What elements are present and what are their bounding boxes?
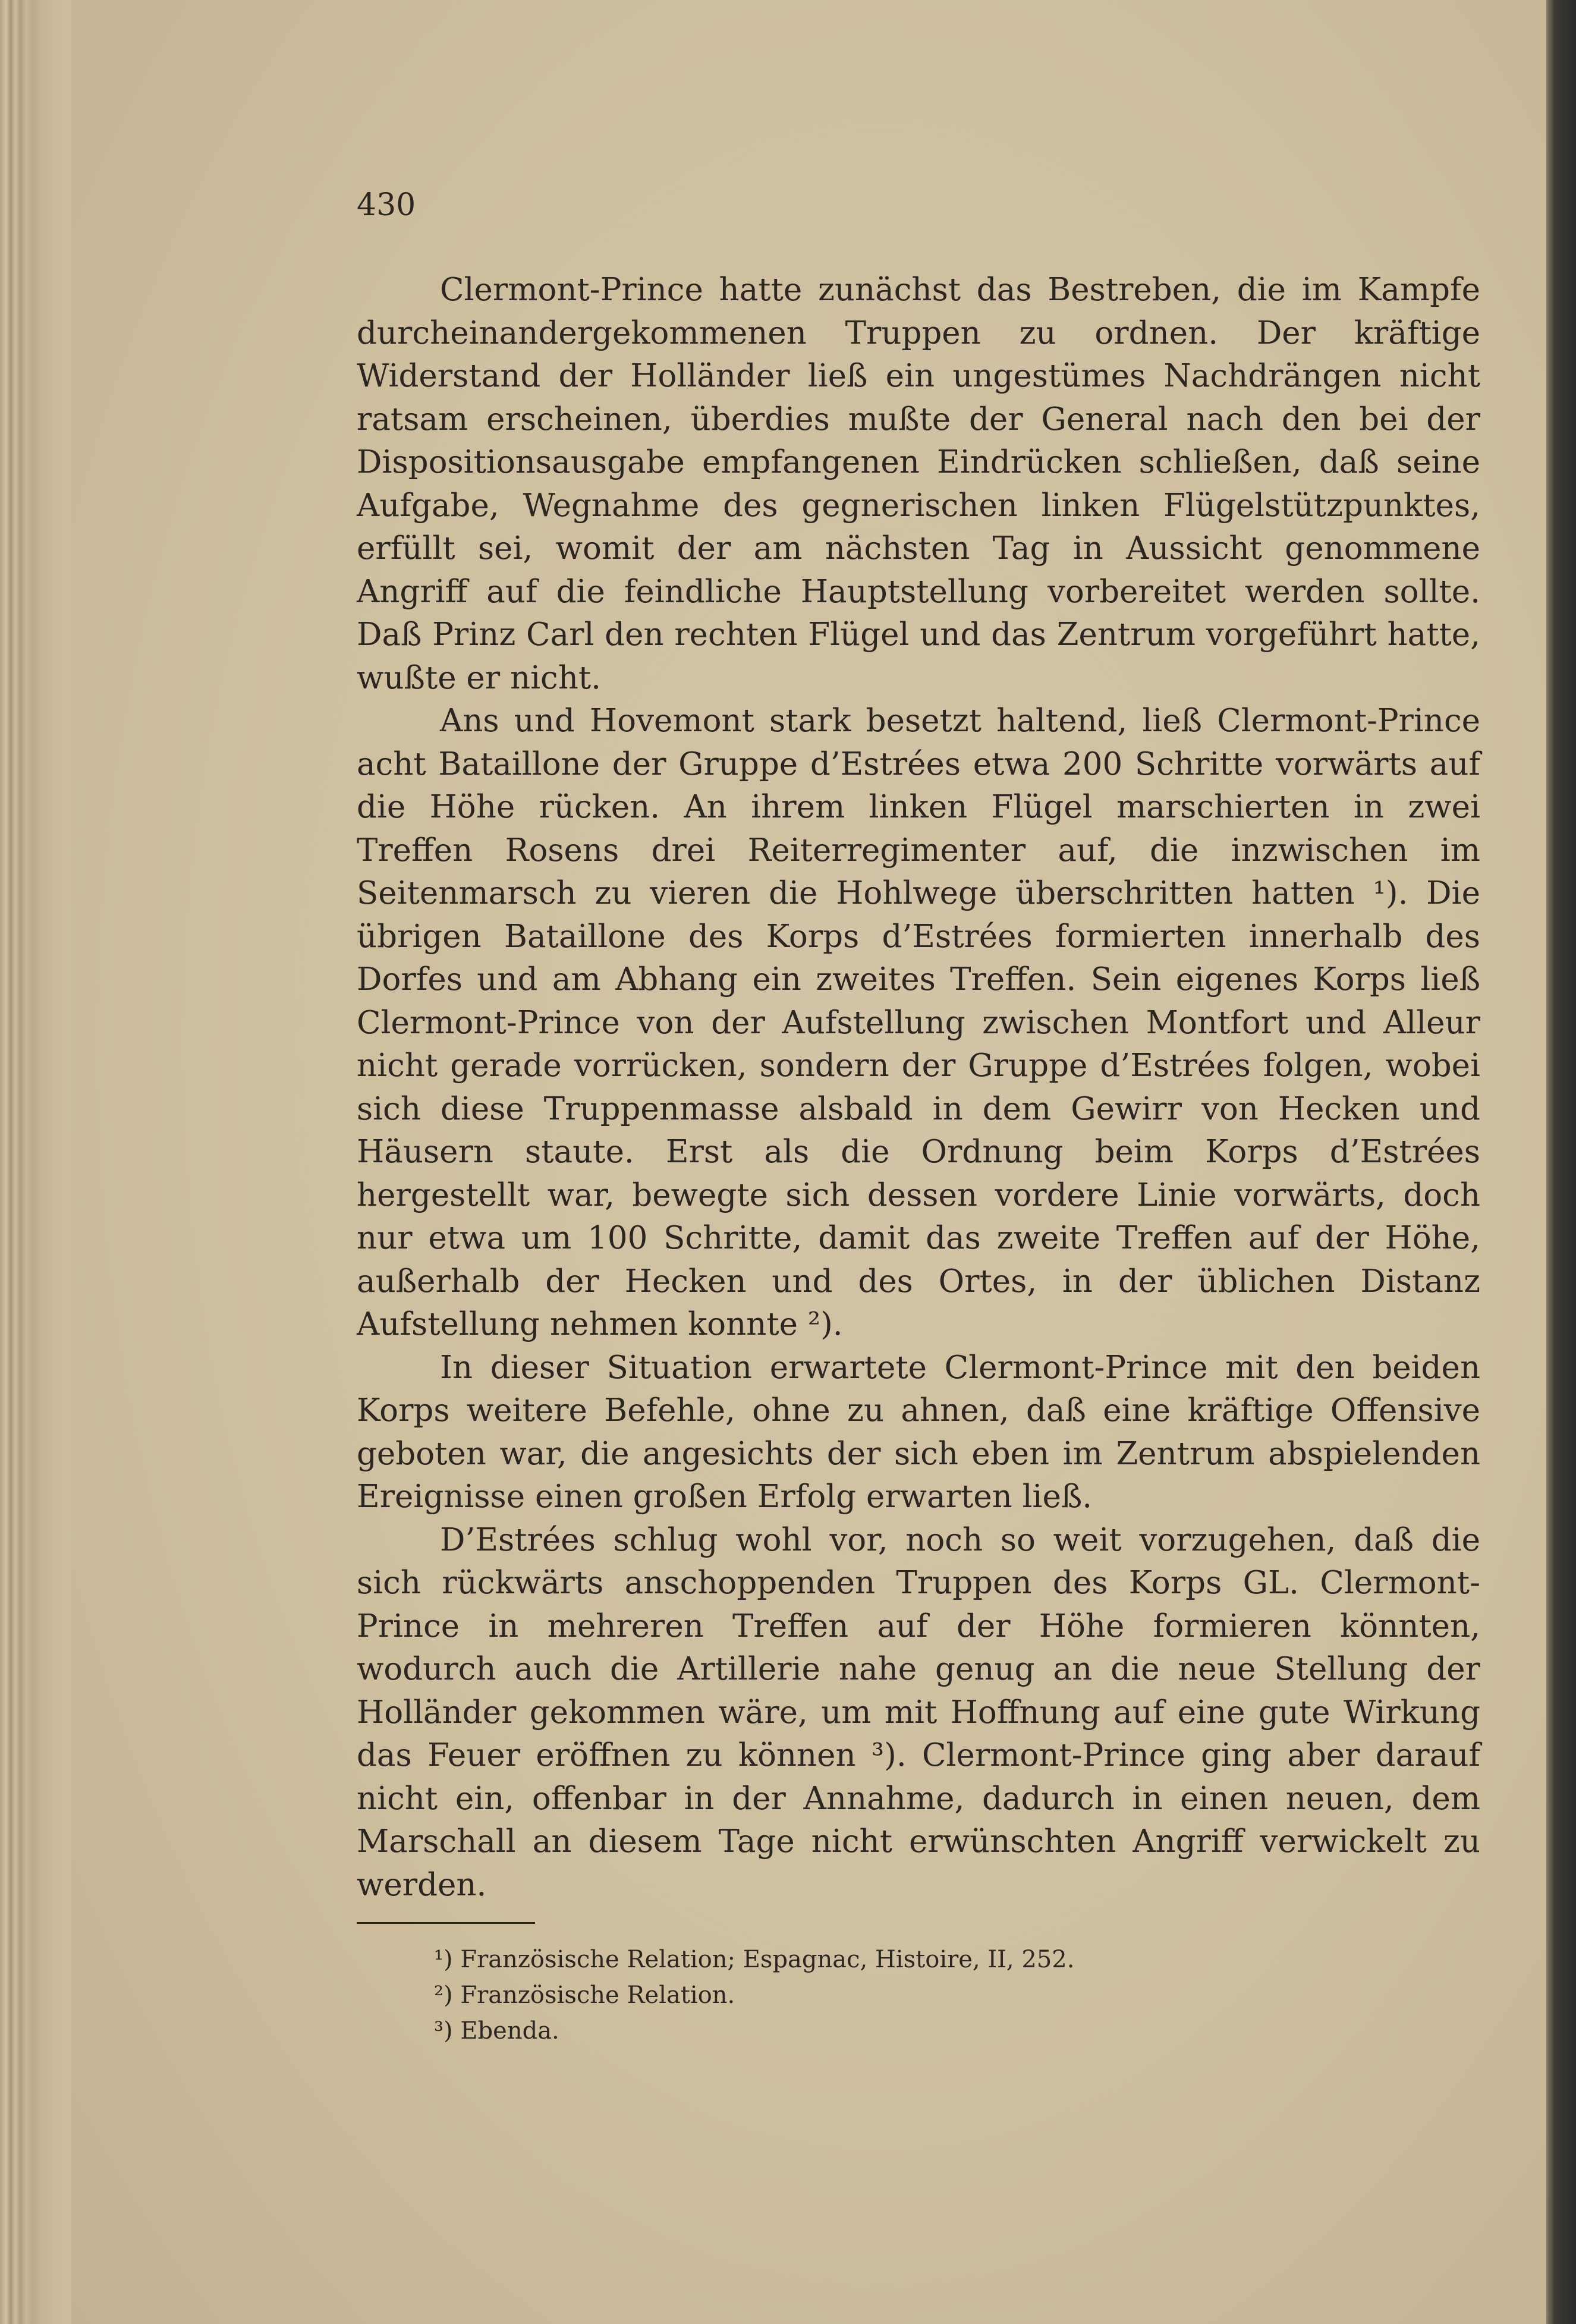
book-gutter xyxy=(0,0,71,2324)
footnote-2: ²) Französische Relation. xyxy=(434,1982,735,2009)
book-page xyxy=(71,0,1546,2324)
paragraph-3: In dieser Situation erwartete Clermont-Prince mit den beiden Korps weitere Befehle, ohne zu ahnen, daß eine kräftige Offensive geboten war, die angesichts der sich eben im Zentrum abspielenden Ereignisse einen großen Erfolg erwarten ließ. xyxy=(357,1349,1480,1515)
footnote-1: ¹) Französische Relation; Espagnac, Histoire, II, 252. xyxy=(434,1946,1075,1973)
paragraph-1: Clermont-Prince hatte zunächst das Bestreben, die im Kampfe durcheinandergekommenen Truppen zu ordnen. Der kräftige Widerstand der Holländer ließ ein ungestümes Nachdrängen nicht ratsam erscheinen, überdies mußte der General nach den bei der Dispositionsausgabe empfangenen Eindrücken schließen, daß seine Aufgabe, Wegnahme des gegnerischen linken Flügelstützpunktes, erfüllt sei, womit der am nächsten Tag in Aussicht genommene Angriff auf die feindliche Hauptstellung vorbereitet werden sollte. Daß Prinz Carl den rechten Flügel und das Zentrum vorgeführt hatte, wußte er nicht. xyxy=(357,272,1480,696)
scan-background-edge xyxy=(1546,0,1576,2324)
footnote-divider xyxy=(357,1922,535,1924)
text-block xyxy=(357,184,1480,2049)
page-number: 430 xyxy=(357,187,416,223)
footnote-3: ³) Ebenda. xyxy=(434,2017,559,2045)
paragraph-2: Ans und Hovemont stark besetzt haltend, ließ Clermont-Prince acht Bataillone der Gruppe d’Estrées etwa 200 Schritte vorwärts auf die Höhe rücken. An ihrem linken Flügel marschierten in zwei Treffen Rosens drei Reiterregimenter auf, die inzwischen im Seitenmarsch zu vieren die Hohlwege überschritten hatten ¹). Die übrigen Bataillone des Korps d’Estrées formierten innerhalb des Dorfes und am Abhang ein zweites Treffen. Sein eigenes Korps ließ Clermont-Prince von der Aufstellung zwischen Montfort und Alleur nicht gerade vorrücken, sondern der Gruppe d’Estrées folgen, wobei sich diese Truppenmasse alsbald in dem Gewirr von Hecken und Häusern staute. Erst als die Ordnung beim Korps d’Estrées hergestellt war, bewegte sich dessen vordere Linie vorwärts, doch nur etwa um 100 Schritte, damit das zweite Treffen auf der Höhe, außerhalb der Hecken und des Ortes, in der üblichen Distanz Aufstellung nehmen konnte ²). xyxy=(357,703,1480,1342)
paragraph-4: D’Estrées schlug wohl vor, noch so weit vorzugehen, daß die sich rückwärts anschoppenden Truppen des Korps GL. Clermont-Prince in mehreren Treffen auf der Höhe formieren könnten, wodurch auch die Artillerie nahe genug an die neue Stellung der Holländer gekommen wäre, um mit Hoffnung auf eine gute Wirkung das Feuer eröffnen zu können ³). Clermont-Prince ging aber darauf nicht ein, offenbar in der Annahme, dadurch in einen neuen, dem Marschall an diesem Tage nicht erwünschten Angriff verwickelt zu werden. xyxy=(357,1521,1480,1903)
